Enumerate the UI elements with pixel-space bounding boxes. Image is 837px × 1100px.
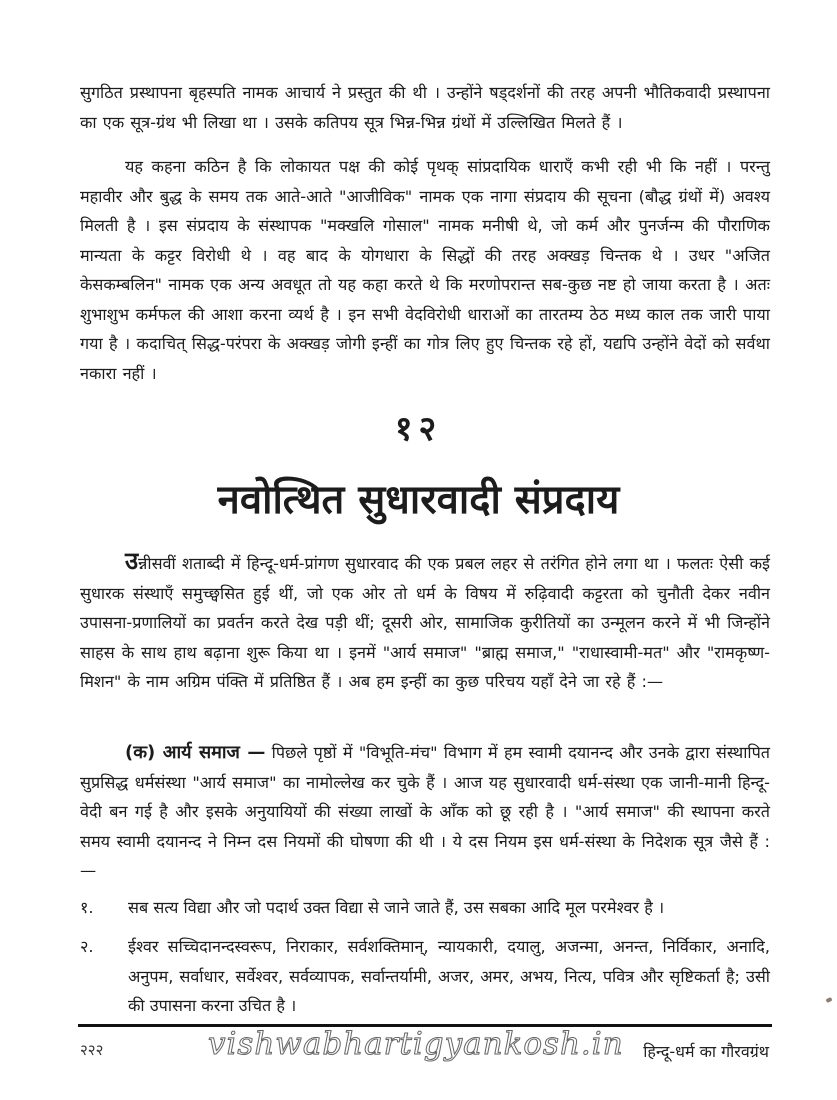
intro-paragraph-1: सुगठित प्रस्थापना बृहस्पति नामक आचार्य ने प्रस्तुत की थी । उन्होंने षड्दर्शनों की तरह अपनी भौतिकवादी प्रस्थापना का एक सूत्र-ग्रंथ भी लिखा था । उसके कतिपय सूत्र भिन्न-भिन्न ग्रंथों में उल्लिखित मिलते हैं । [80, 83, 770, 132]
arya-samaj-section [80, 738, 770, 886]
rule-item-2 [80, 932, 770, 1021]
chapter-title: नवोत्थित सुधारवादी संप्रदाय [217, 477, 620, 523]
watermark: vishwabhartigyankosh.in [208, 1026, 624, 1062]
chapter-number: १२ [394, 409, 443, 449]
scan-edge-mark [825, 997, 832, 1003]
section-heading: (क) आर्य समाज — [125, 742, 266, 763]
section-paragraph-text: पिछले पृष्ठों में "विभूति-मंच" विभाग में हम स्वामी दयानन्द और उनके द्वारा संस्थापित सुप्रसिद्ध धर्मसंस्था "आर्य समाज" का नामोल्लेख कर चुके हैं । आज यह सुधारवादी धर्म-संस्था एक जानी-मानी हिन्दू-वेदी बन गई है और इसके अनुयायियों की संख्या लाखों के आँक को छू रही है । "आर्य समाज" की स्थापना करते समय स्वामी दयानन्द ने निम्न दस नियमों की घोषणा की थी । ये दस नियम इस धर्म-संस्था के निदेशक सूत्र जैसे हैं :— [80, 743, 770, 880]
rule-number: २. [80, 937, 94, 956]
rule-item-1 [80, 893, 770, 923]
page-number: २२२ [80, 1041, 104, 1059]
running-title: हिन्दू-धर्म का गौरवग्रंथ [643, 1042, 769, 1061]
rule-number: १. [80, 898, 94, 917]
opening-paragraph-text: न्नीसवीं शताब्दी में हिन्दू-धर्म-प्रांगण सुधारवाद की एक प्रबल लहर से तरंगित होने लगा था । फलतः ऐसी कई सुधारक संस्थाएँ समुच्छ्वसित हुई थीं, जो एक ओर तो धर्म के विषय में रुढ़िवादी कट्टरता को चुनौती देकर नवीन उपासना-प्रणालियों का प्रवर्तन करते देख पड़ी थीं; दूसरी ओर, सामाजिक कुरीतियों का उन्मूलन करने में भी जिन्होंने साहस के साथ हाथ बढ़ाना शुरू किया था । इनमें "आर्य समाज" "ब्राह्म समाज," "राधास्वामी-मत" और "रामकृष्ण-मिशन" के नाम अग्रिम पंक्ति में प्रतिष्ठित हैं । अब हम इन्हीं का कुछ परिचय यहाँ देने जा रहे हैं :— [80, 554, 770, 691]
drop-cap: उ [125, 547, 139, 575]
chapter-opening-paragraph [80, 547, 770, 697]
intro-paragraph-2: यह कहना कठिन है कि लोकायत पक्ष की कोई पृथक् सांप्रदायिक धाराएँ कभी रही भी कि नहीं । परन्तु महावीर और बुद्ध के समय तक आते-आते "आजीविक" नामक एक नागा संप्रदाय की सूचना (बौद्ध ग्रंथों में) अवश्य मिलती है । इस संप्रदाय के संस्थापक "मक्खलि गोसाल" नामक मनीषी थे, जो कर्म और पुनर्जन्म की पौराणिक मान्यता के कट्टर विरोधी थे । वह बाद के योगधारा के सिद्धों की तरह अक्खड़ चिन्तक थे । उधर "अजित केसकम्बलिन" नामक एक अन्य अवधूत तो यह कहा करते थे कि मरणोपरान्त सब-कुछ नष्ट हो जाया करता है । अतः शुभाशुभ कर्मफल की आशा करना व्यर्थ है । इन सभी वेदविरोधी धाराओं का तारतम्य ठेठ मध्य काल तक जारी पाया गया है । कदाचित् सिद्ध-परंपरा के अक्खड़ जोगी इन्हीं का गोत्र लिए हुए चिन्तक रहे हों, यद्यपि उन्होंने वेदों को सर्वथा नकारा नहीं । [80, 157, 770, 383]
rule-text: सब सत्य विद्या और जो पदार्थ उक्त विद्या से जाने जाते हैं, उस सबका आदि मूल परमेश्वर है । [128, 898, 665, 917]
rule-text: ईश्वर सच्चिदानन्दस्वरूप, निराकार, सर्वशक्तिमान्, न्यायकारी, दयालु, अजन्मा, अनन्त, निर्विकार, अनादि, अनुपम, सर्वाधार, सर्वेश्वर, सर्वव्यापक, सर्वान्तर्यामी, अजर, अमर, अभय, नित्य, पवित्र और सृष्टिकर्ता है; उसी की उपासना करना उचित है । [128, 937, 770, 1015]
